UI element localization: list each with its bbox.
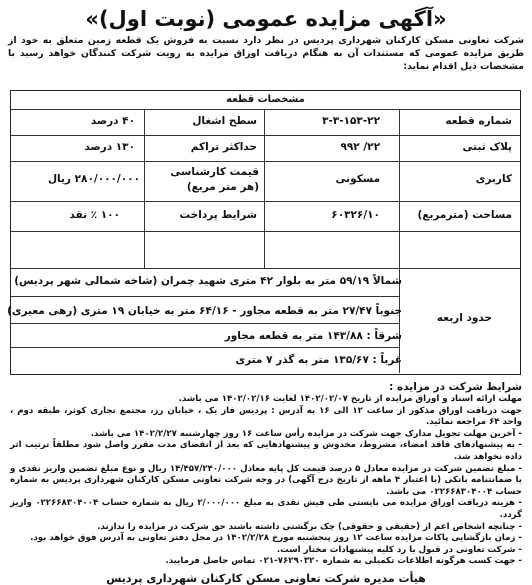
parcel-no-label: شماره قطعه	[445, 115, 512, 127]
border-east: شرقاً : ۱۴۳/۸۸ متر به قطعه مجاور	[224, 330, 402, 342]
col-separator	[264, 109, 265, 268]
density-value: ۱۳۰ درصد	[84, 141, 135, 153]
plate-label: پلاک ثبتی	[462, 141, 512, 153]
condition-item: جهت دریافت اوراق مذکور از ساعت ۱۲ الی ۱۶ به آدرس : پردیس فاز یک ، خیابان رز، مجتمع تجاری کوثر، طبقه دوم ، واحد ۶۴ مراجعه نمائید.	[10, 405, 522, 428]
intro-paragraph: شرکت تعاونی مسکن کارکنان شهرداری پردیس در نظر دارد نسبت به فروش یک قطعه زمین متعلق به خود از طریق مزایده عمومی که مستندات آن به هنگام دریافت اوراق مزایده به رویت شرکت کنندگان خواهد رسید با مشخصات ذیل اقدام نماید:	[8, 35, 524, 72]
row-separator	[11, 161, 520, 162]
condition-item: - چنانچه اشخاص اعم از (حقیقی و حقوقی) چک برگشتی داشته باشند حق شرکت در مزایده را ندارند.	[97, 521, 522, 532]
row-separator	[11, 201, 520, 202]
signature: هیأت مدیره شرکت تعاونی مسکن کارکنان شهرداری پردیس	[106, 571, 426, 585]
col-separator	[399, 109, 400, 268]
condition-item: - به پیشنهادهای فاقد امضاء، مشروط، مخدوش و پیشنهادهایی که بعد از انقضای مدت مقرر واصل شود مطلقاً ترتیب اثر داده نخواهد شد.	[10, 440, 522, 462]
condition-item: - مبلغ تضمین شرکت در مزایده معادل ۵ درصد قیمت کل پایه معادل ۱۴/۴۵۷/۲۴۰/۰۰۰ ریال و نوع مبلغ تضمین واریز نقدی و یا ضمانتنامه بانکی (با اعتبار ۴ ماهه از تاریخ درج آگهی) در وجه شرکت تعاونی مسکن کارکنان شهرداری پردیس به شماره حساب ۰۲۲۶۶۸۳۰۴۰۰۴ می باشد.	[10, 463, 522, 497]
area-value: ۶۰۳۲۶/۱۰	[331, 209, 380, 221]
payment-value: ۱۰۰ ٪ نقد	[69, 209, 120, 221]
borders-label: حدود اربعه	[436, 312, 492, 324]
plate-value: ۲۲/ ۹۹۲	[340, 141, 380, 153]
occupancy-value: ۴۰ درصد	[90, 115, 135, 127]
parcel-no-value: ۳-۳-۱۵۳-۲۲	[322, 115, 380, 127]
row-separator	[11, 135, 520, 136]
condition-item: مهلت ارائه اسناد و اوراق مزایده از تاریخ ۱۴۰۲/۰۲/۰۷ لغایت ۱۴۰۲/۰۲/۱۶ می باشد.	[178, 394, 522, 404]
border-west: غرباً : ۱۳۵/۶۷ متر به گذر ۷ متری	[235, 354, 402, 366]
condition-item: - جهت کسب هرگونه اطلاعات تکمیلی به شماره ۷۶۲۹۰۳۲۰-۰۲۱ تماس حاصل فرمایید.	[165, 556, 522, 567]
area-label: مساحت (مترمربع)	[417, 209, 512, 221]
row-separator	[11, 323, 400, 324]
condition-item: - هزینه دریافت اوراق مزایده می بایستی طی فیش نقدی به مبلغ ۲/۰۰۰/۰۰۰ ریال به شماره حساب ۰۲۲۶۶۸۳۰۴۰۰۴ واریز گردد.	[10, 498, 522, 520]
notice-title: «آگهی مزایده عمومی (نوبت اول)»	[85, 7, 447, 31]
row-separator	[11, 231, 520, 232]
condition-item: - زمان بازگشایی پاکات مزایده ساعت ۱۲ روز پنجشنبه مورخ ۱۴۰۲/۲/۲۸ در محل دفتر تعاونی به آدرس فوق خواهد بود.	[30, 533, 522, 544]
specs-heading: مشخصات قطعه	[11, 91, 520, 110]
row-separator	[11, 296, 400, 297]
condition-item: - آخرین مهلت تحویل مدارک جهت شرکت در مزایده رأس ساعت ۱۶ روز چهارشنبه ۱۴۰۲/۲/۲۷ می باشد.	[90, 428, 522, 439]
price-value: ۲۸۰/۰۰۰/۰۰۰ ریال	[47, 173, 140, 185]
use-label: کاربری	[475, 173, 512, 185]
use-value: مسکونی	[335, 173, 380, 185]
row-separator	[11, 347, 400, 348]
conditions-section	[10, 380, 522, 585]
price-label: قیمت کارشناسی (هر متر مربع)	[170, 166, 259, 193]
density-label: حداکثر تراکم	[190, 141, 257, 153]
col-separator	[144, 109, 145, 268]
border-north: شمالاً ۵۹/۱۹ متر به بلوار ۴۲ متری شهید چمران (شاخه شمالی شهر پردیس)	[14, 275, 402, 287]
conditions-title: شرایط شرکت در مزایده :	[389, 381, 522, 393]
payment-label: شرایط پرداخت	[179, 209, 257, 221]
border-south: جنوباً ۲۷/۴۷ متر به قطعه مجاور - ۶۴/۱۶ متر به خیابان ۱۹ متری (رهی معیری)	[7, 305, 402, 317]
occupancy-label: سطح اشغال	[192, 115, 257, 127]
row-separator	[11, 268, 520, 269]
condition-item: - شرکت تعاونی در قبول یا رد کلیه پیشنهادات مختار است.	[276, 544, 522, 555]
parcel-specs-table	[7, 90, 521, 375]
